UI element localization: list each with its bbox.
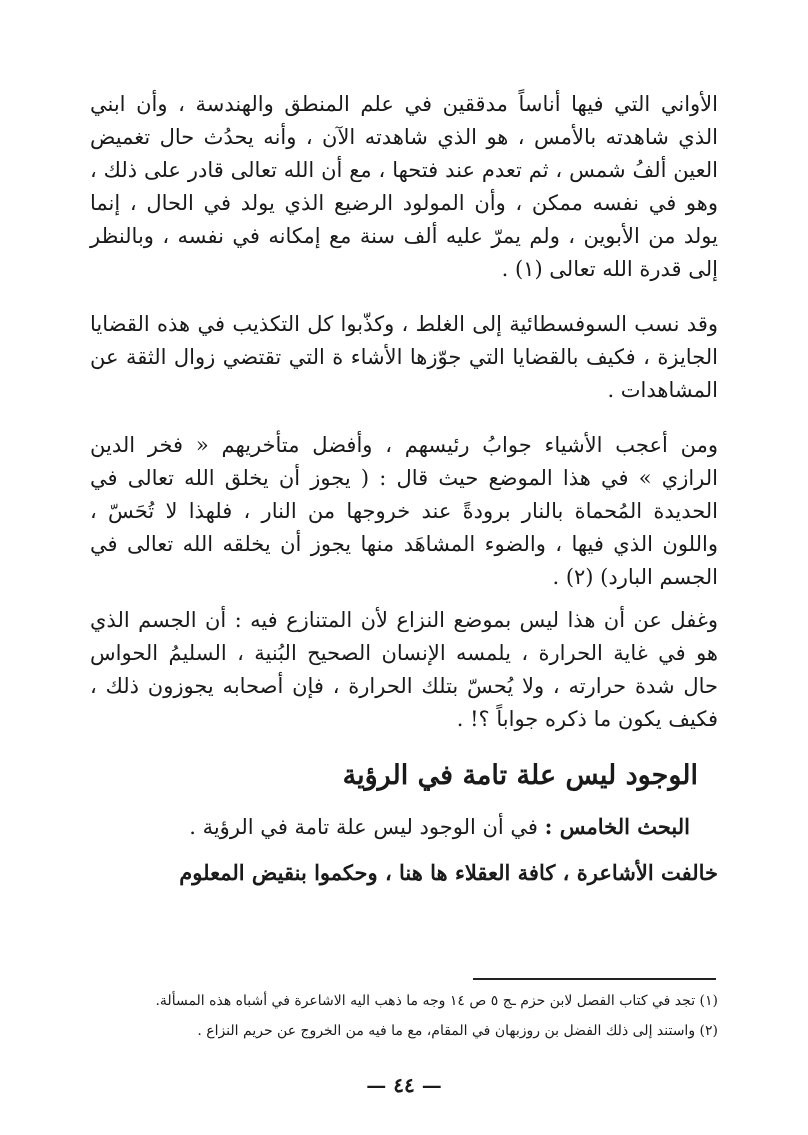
page-number: — ٤٤ —	[366, 1073, 442, 1097]
section-heading: الوجود ليس علة تامة في الرؤية	[342, 760, 698, 791]
footnote-1: (١) تجد في كتاب الفصل لابن حزم ـج ٥ ص ١٤ وجه ما ذهب اليه الاشاعرة في أشباه هذه المسألة.	[155, 993, 718, 1009]
footnotes	[90, 986, 718, 1046]
paragraph-1: الأواني التي فيها أناساً مدققين في علم المنطق والهندسة ، وأن ابني الذي شاهدته بالأمس ، هو الذي شاهدته الآن ، وأنه يحدُث حال تغميض العين ألفُ شمس ، ثم تعدم عند فتحها ، مع أن الله تعالى قادر على ذلك ، وهو في نفسه ممكن ، وأن المولود الرضيع الذي يولد في الحال ، إنما يولد من الأبوين ، ولم يمرّ عليه ألف سنة مع إمكانه في نفسه ، وبالنظر إلى قدرة الله تعالى (١) .	[90, 92, 718, 281]
subheading	[90, 810, 718, 844]
paragraph-2: وقد نسب السوفسطائية إلى الغلط ، وكذّبوا كل التكذيب في هذه القضايا الجايزة ، فكيف بالقضايا التي جوّزها الأشاء ة التي تقتضي زوال الثقة عن المشاهدات .	[90, 312, 718, 402]
closing-line: خالفت الأشاعرة ، كافة العقلاء ها هنا ، وحكموا بنقيض المعلوم	[179, 860, 718, 885]
footnote-2: (٢) واستند إلى ذلك الفضل بن روزبهان في المقام، مع ما فيه من الخروج عن حريم النزاع .	[197, 1023, 718, 1039]
footnote-divider	[473, 978, 716, 980]
subheading-label: البحث الخامس :	[544, 814, 690, 839]
page-body	[90, 88, 718, 889]
paragraph-3: ومن أعجب الأشياء جوابُ رئيسهم ، وأفضل متأخريهم « فخر الدين الرازي » في هذا الموضع حيث قال : ( يجوز أن يخلق الله تعالى في الحديدة المُحماة بالنار برودةً عند خروجها من النار ، فلهذا لا تُحَسّ ، واللون الذي فيها ، والضوء المشاهَد منها يجوز أن يخلقه الله تعالى في الجسم البارد) (٢) .	[90, 433, 718, 589]
subheading-text: في أن الوجود ليس علة تامة في الرؤية .	[189, 815, 538, 839]
paragraph-4: وغفل عن أن هذا ليس بموضع النزاع لأن المتنازع فيه : أن الجسم الذي هو في غاية الحرارة ، يلمسه الإنسان الصحيح البُنية ، السليمُ الحواس حال شدة حرارته ، ولا يُحسّ بتلك الحرارة ، فإن أصحابه يجوزون ذلك ، فكيف يكون ما ذكره جواباً ؟! .	[90, 608, 718, 731]
